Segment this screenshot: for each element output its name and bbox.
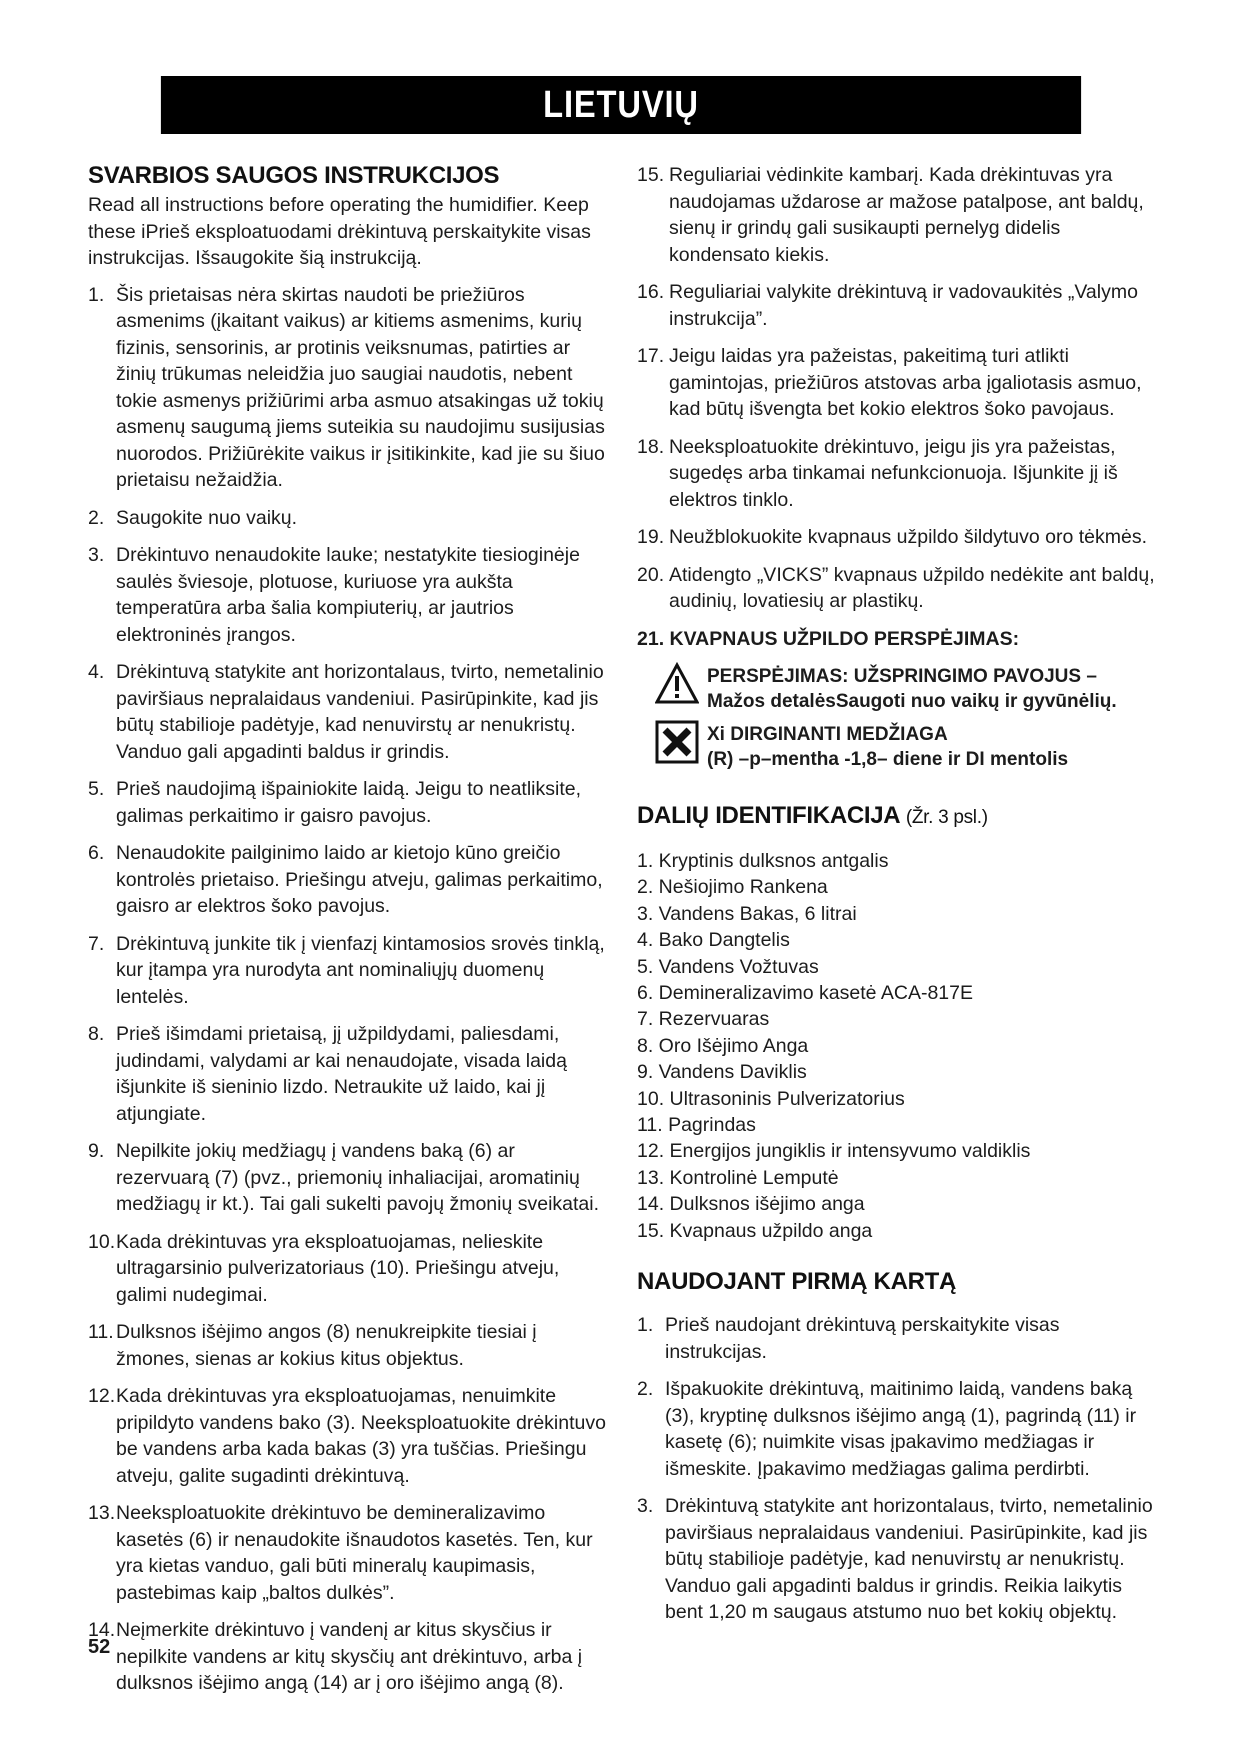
item-number: 2. [88,506,105,529]
item-text: Saugokite nuo vaikų. [116,506,298,529]
safety-instruction-item [88,282,608,494]
item-text: Prieš išimdami prietaisą, jį užpildydami, paliesdami, judindami, valydami ar kai nenaudojate, visada laidą išjunkite iš sieninio lizdo. Netraukite už laido, kai jį atjungiate. [116,1023,567,1125]
safety-instruction-item [88,1229,608,1309]
safety-instruction-item [88,1617,608,1697]
safety-title: SVARBIOS SAUGOS INSTRUKCIJOS [88,162,500,189]
item-text: Jeigu laidas yra pažeistas, pakeitimą turi atlikti gamintojas, priežiūros atstovas arba įgaliotasis asmuo, kad būtų išvengta bet kokio elektros šoko pavojaus. [669,345,1142,420]
item-text: Neįmerkite drėkintuvo į vandenį ar kitus skysčius ir nepilkite vandens ar kitų skysčių ant drėkintuvo, arba į dulksnos išėjimo angą (14) ar į oro išėjimo angą (8). [116,1619,583,1694]
item-number: 7. [88,932,105,955]
safety-instruction-item [637,524,1157,551]
item-text: Drėkintuvą statykite ant horizontalaus, tvirto, nemetalinio paviršiaus nepralaidaus vandeniui. Pasirūpinkite, kad jis būtų stabilioje padėtyje, kad nenuvirstų ar nenukristų. Vanduo gali apgadinti baldus ir grindis. Reikia laikytis bent 1,20 m saugaus atstumo nuo bet kokių objektų. [665,1495,1153,1624]
part-item: 9. Vandens Daviklis [637,1061,807,1084]
choking-warning [655,662,1157,714]
item-number: 20. [637,563,665,586]
part-item: 13. Kontrolinė Lemputė [637,1166,839,1189]
parts-list [637,848,1157,1244]
part-item: 14. Dulksnos išėjimo anga [637,1193,865,1216]
item-text: Neeksploatuokite drėkintuvo, jeigu jis yra pažeistas, sugedęs arba tinkamai nefunkcionuoja. Išjunkite jį iš elektros tinklo. [669,435,1118,511]
safety-instructions-list [88,282,608,1697]
item-text: Atidengto „VICKS” kvapnaus užpildo nedėkite ant baldų, audinių, lovatiesių ar plastikų. [669,563,1155,612]
item-text: Drėkintuvo nenaudokite lauke; nestatykite tiesioginėje saulės šviesoje, plotuose, kuriuose yra aukšta temperatūra arba šalia kompiuterių, ar jautrios elektroninės įrangos. [116,544,580,646]
item-number: 3. [88,544,105,566]
item-text: Drėkintuvą junkite tik į vienfazį kintamosios srovės tinklą, kur įtampa yra nurodyta ant nominaliųjų duomenų lentelės. [116,932,605,1008]
item-number: 2. [637,1378,654,1401]
item-text: Reguliariai valykite drėkintuvą ir vadovaukitės „Valymo instrukcija”. [669,281,1138,330]
part-item: 6. Demineralizavimo kasetė ACA-817E [637,982,973,1005]
page-number: 52 [88,1636,111,1658]
language-banner: LIETUVIŲ [161,76,1081,134]
item-number: 9. [88,1140,105,1162]
part-item: 12. Energijos jungiklis ir intensyvumo valdiklis [637,1140,1031,1163]
right-column [637,162,1157,1637]
parts-page-reference: (Žr. 3 psl.) [905,807,988,828]
first-use-step [637,1376,1157,1482]
item-text: Neužblokuokite kvapnaus užpildo šildytuvo oro tėkmės. [669,526,1148,548]
item-number: 1. [88,283,105,306]
item-number: 6. [88,842,105,864]
item-number: 18. [637,435,665,458]
safety-instruction-item [637,343,1157,423]
part-item: 5. Vandens Vožtuvas [637,955,819,978]
parts-title [637,802,1157,832]
item-text: Šis prietaisas nėra skirtas naudoti be priežiūros asmenims (įkaitant vaikus) ar kitiems asmenims, kurių fizinis, sensorinis, ar protinis veiksnumas, patirties ar žinių trūkumas neleidžia juo saugiai naudotis, nebent tokie asmenys prižiūrimi arba asmuo atsakingas už tokių asmenų saugumą jiems suteikia su naudojimu susijusias nuorodos. Prižiūrėkite vaikus ir įsitikinkite, kad jie su šiuo prietaisu nežaidžia. [116,283,605,491]
item-number: 16. [637,281,665,303]
safety-instruction-item [88,1500,608,1606]
safety-instruction-item [88,931,608,1011]
part-item: 15. Kvapnaus užpildo anga [637,1219,873,1242]
item-text: Dulksnos išėjimo angos (8) nenukreipkite tiesiai į žmones, sienas ar kokius kitus objektus. [116,1321,537,1370]
part-item: 2. Nešiojimo Rankena [637,876,828,899]
safety-instruction-item [88,542,608,648]
item-number: 13. [88,1502,116,1524]
first-use-title: NAUDOJANT PIRMĄ KARTĄ [637,1268,957,1296]
item-text: Prieš naudojimą išpainiokite laidą. Jeigu to neatliksite, galimas perkaitimo ir gaisro pavojus. [116,778,582,827]
safety-instruction-item [88,1138,608,1218]
item-number: 11. [88,1321,114,1343]
part-item: 3. Vandens Bakas, 6 litrai [637,902,857,925]
safety-instructions-list-continued [637,162,1157,615]
parts-title-text: DALIŲ IDENTIFIKACIJA [637,802,900,829]
irritant-substances: (R) –p–mentha -1,8– diene ir DI mentolis [707,749,1069,770]
item-text: Reguliariai vėdinkite kambarį. Kada drėkintuvas yra naudojamas uždarose ar mažose patalpose, ant baldų, sienų ir grindų gali susikaupti pernelyg didelis kondensato kiekis. [669,164,1144,266]
part-item: 10. Ultrasoninis Pulverizatorius [637,1087,905,1110]
warning-triangle-icon [655,662,699,706]
first-use-step [637,1493,1157,1626]
part-item: 7. Rezervuaras [637,1008,770,1031]
safety-instruction-item [637,562,1157,615]
safety-instruction-item [88,1383,608,1489]
part-item: 11. Pagrindas [637,1114,756,1137]
safety-instruction-item [88,659,608,765]
item-text: Nepilkite jokių medžiagų į vandens baką (6) ar rezervuarą (7) (pvz., priemonių inhaliacijai, aromatinių medžiagų ir kt.). Tai gali sukelti pavojų žmonių sveikatai. [116,1140,600,1215]
item-number: 19. [637,526,665,548]
safety-instruction-item [637,162,1157,268]
item-number: 17. [637,345,665,367]
irritant-title: Xi DIRGINANTI MEDŽIAGA [707,724,948,745]
choking-warning-text: PERSPĖJIMAS: UŽSPRINGIMO PAVOJUS – Mažos detalėsSaugoti nuo vaikų ir gyvūnėlių. [707,666,1117,712]
safety-instruction-item [637,434,1157,514]
left-column [88,162,608,1708]
first-use-list [637,1312,1157,1626]
item-number: 1. [637,1314,654,1337]
safety-instruction-item [88,1319,608,1372]
item-text: Nenaudokite pailginimo laido ar kietojo kūno greičio kontrolės prietaiso. Priešingu atveju, galimas perkaitimo, gaisro ar elektros šoko pavojus. [116,842,603,917]
item-number: 5. [88,778,105,800]
safety-instruction-item [88,776,608,829]
item-text: Prieš naudojant drėkintuvą perskaitykite visas instrukcijas. [665,1314,1060,1363]
irritant-x-icon [655,720,699,764]
scent-warning-heading: 21. KVAPNAUS UŽPILDO PERSPĖJIMAS: [637,627,1020,650]
item-number: 8. [88,1023,105,1045]
item-text: Išpakuokite drėkintuvą, maitinimo laidą, vandens baką (3), kryptinę dulksnos išėjimo angą (1), pagrindą (11) ir kasetę (6); nuimkite visas įpakavimo medžiagas ir išmeskite. Įpakavimo medžiagas galima perdirbti. [665,1378,1137,1480]
item-text: Drėkintuvą statykite ant horizontalaus, tvirto, nemetalinio paviršiaus nepralaidaus vandeniui. Pasirūpinkite, kad jis būtų stabilioje padėtyje, kad nenuvirstų ar nenukristų. Vanduo gali apgadinti baldus ir grindis. [116,661,604,763]
item-number: 3. [637,1495,654,1518]
item-number: 10. [88,1230,116,1253]
first-use-step [637,1312,1157,1365]
part-item: 4. Bako Dangtelis [637,929,790,952]
part-item: 1. Kryptinis dulksnos antgalis [637,850,889,872]
safety-instruction-item [88,840,608,920]
item-number: 4. [88,661,105,683]
part-item: 8. Oro Išėjimo Anga [637,1034,809,1057]
safety-instruction-item [637,279,1157,332]
scent-warnings [655,662,1157,772]
item-text: Neeksploatuokite drėkintuvo be demineralizavimo kasetės (6) ir nenaudokite išnaudotos kasetės. Ten, kur yra kietas vanduo, gali būti mineralų kaupimasis, pastebimas kaip „baltos dulkės”. [116,1502,593,1604]
irritant-warning [655,720,1157,772]
item-text: Kada drėkintuvas yra eksploatuojamas, nenuimkite pripildyto vandens bako (3). Neeksploatuokite drėkintuvo be vandens arba kada bakas (3) yra tuščias. Priešingu atveju, galite sugadinti drėkintuvą. [116,1385,606,1487]
safety-instruction-item [88,1021,608,1127]
safety-intro: Read all instructions before operating the humidifier. Keep these iPrieš eksploatuodami drėkintuvą perskaitykite visas instrukcijas. Išsaugokite šią instrukciją. [88,194,591,269]
safety-instruction-item [88,505,608,532]
item-number: 12. [88,1385,116,1407]
item-text: Kada drėkintuvas yra eksploatuojamas, nelieskite ultragarsinio pulverizatoriaus (10). Priešingu atveju, galimi nudegimai. [116,1230,560,1306]
item-number: 15. [637,164,665,186]
item-number: 14. [88,1619,116,1641]
irritant-warning-text [707,720,1068,772]
